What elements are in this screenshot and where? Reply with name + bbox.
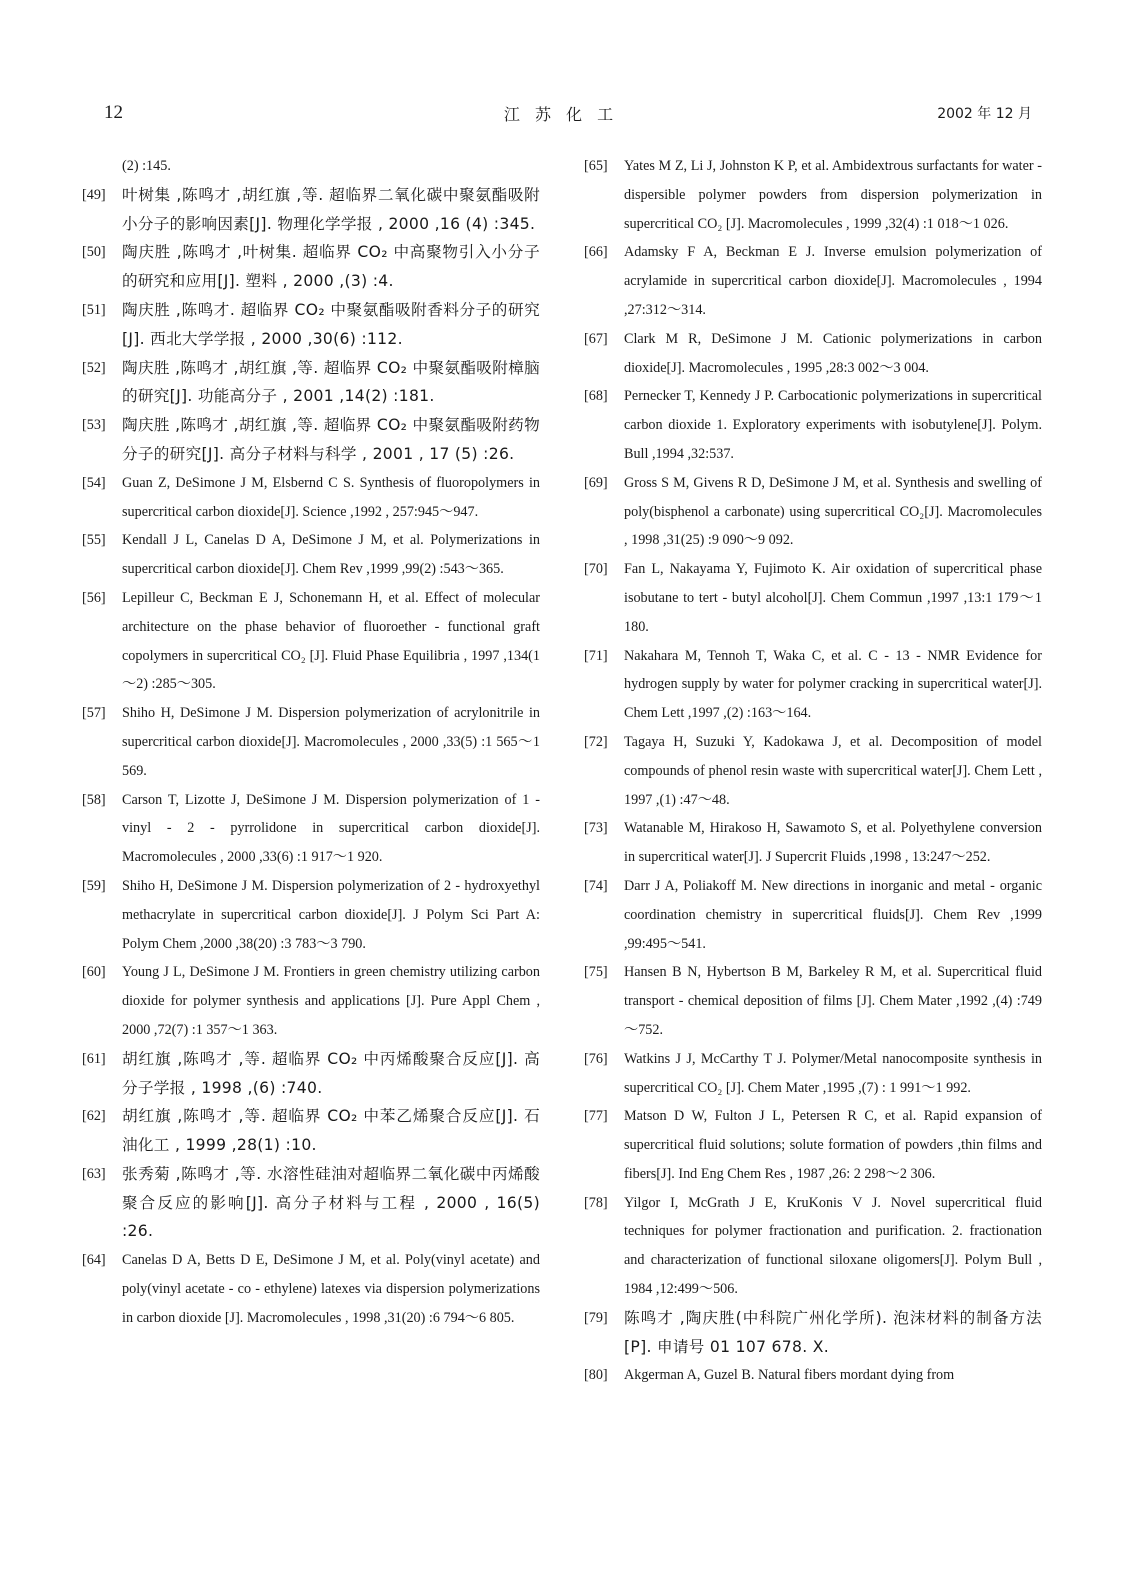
reference-text: Yates M Z, Li J, Johnston K P, et al. Ambidextrous surfactants for water - dispersible polymer powders from dispersion polymerization in supercritical CO₂ [J]. Macromolecules , 1999 ,32(4) :1 018～1 026.: [624, 158, 1042, 232]
reference-number: [62]: [82, 1108, 106, 1125]
journal-title: 江 苏 化 工: [503, 105, 619, 124]
reference-item: [584, 382, 1042, 468]
reference-text: Kendall J L, Canelas D A, DeSimone J M, et al. Polymerizations in supercritical carbon dioxide[J]. Chem Rev ,1999 ,99(2) :543～365.: [122, 532, 540, 578]
reference-number: [65]: [584, 158, 608, 174]
reference-text: Carson T, Lizotte J, DeSimone J M. Dispersion polymerization of 1 - vinyl - 2 - pyrrolidone in supercritical carbon dioxide[J]. Macromolecules , 2000 ,33(6) :1 917～1 920.: [122, 791, 540, 866]
issue-date: 2002 年 12 月: [937, 106, 1032, 122]
reference-text: Gross S M, Givens R D, DeSimone J M, et al. Synthesis and swelling of poly(bisphenol a carbonate) using supercritical CO₂[J]. Macromolecules , 1998 ,31(25) :9 090～9 092.: [624, 474, 1042, 549]
reference-text: Lepilleur C, Beckman E J, Schonemann H, et al. Effect of molecular architecture on the phase behavior of fluoroether - functional graft copolymers in supercritical CO₂ [J]. Fluid Phase Equilibria , 1997 ,134(1～2) :285～305.: [122, 589, 540, 693]
reference-item: [82, 354, 540, 412]
reference-number: [71]: [584, 647, 608, 664]
reference-item: [584, 1189, 1042, 1304]
reference-number: [57]: [82, 705, 106, 722]
reference-text: Clark M R, DeSimone J M. Cationic polymerizations in carbon dioxide[J]. Macromolecules , 1995 ,28:3 002～3 004.: [624, 330, 1042, 376]
reference-item: [82, 699, 540, 785]
reference-item: [82, 1246, 540, 1332]
reference-number: [74]: [584, 877, 608, 894]
reference-item: [82, 181, 540, 239]
reference-item: [82, 1045, 540, 1103]
reference-text: 胡红旗 ,陈鸣才 ,等. 超临界 CO₂ 中丙烯酸聚合反应[J]. 高分子学报 , 1998 ,(6) :740.: [122, 1049, 540, 1097]
reference-item: [584, 238, 1042, 324]
reference-text: 陶庆胜 ,陈鸣才 ,胡红旗 ,等. 超临界 CO₂ 中聚氨酯吸附樟脑的研究[J]. 功能高分子 , 2001 ,14(2) :181.: [122, 358, 540, 406]
reference-number: [76]: [584, 1050, 608, 1067]
reference-item: [82, 958, 540, 1044]
reference-number: [68]: [584, 388, 608, 405]
reference-item: [584, 555, 1042, 641]
reference-text: Matson D W, Fulton J L, Petersen R C, et al. Rapid expansion of supercritical fluid solutions; solute formation of powders ,thin films and fibers[J]. Ind Eng Chem Res , 1987 ,26: 2 298～2 306.: [624, 1108, 1042, 1182]
reference-text: 陶庆胜 ,陈鸣才 ,胡红旗 ,等. 超临界 CO₂ 中聚氨酯吸附药物分子的研究[J]. 高分子材料与科学 , 2001 , 17 (5) :26.: [122, 416, 540, 463]
reference-item: [584, 958, 1042, 1044]
reference-number: [58]: [82, 791, 106, 808]
left-reference-column: [82, 152, 540, 1333]
reference-item: [584, 1304, 1042, 1362]
reference-item: [584, 152, 1042, 238]
reference-item: [82, 1102, 540, 1160]
reference-text: Hansen B N, Hybertson B M, Barkeley R M, et al. Supercritical fluid transport - chemical deposition of films [J]. Chem Mater ,1992 ,(4) :749～752.: [624, 964, 1042, 1038]
reference-text: Canelas D A, Betts D E, DeSimone J M, et al. Poly(vinyl acetate) and poly(vinyl acetate - co - ethylene) latexes via dispersion polymerizations in carbon dioxide [J]. Macromolecules , 1998 ,31(20) :6 794～6 805.: [122, 1252, 540, 1326]
page-header: [0, 102, 1122, 126]
reference-number: [60]: [82, 964, 106, 981]
reference-item: [82, 872, 540, 958]
reference-number: [51]: [82, 301, 106, 318]
reference-text: 叶树集 ,陈鸣才 ,胡红旗 ,等. 超临界二氧化碳中聚氨酯吸附小分子的影响因素[J]. 物理化学学报 , 2000 ,16 (4) :345.: [122, 185, 540, 233]
reference-text: Guan Z, DeSimone J M, Elsbernd C S. Synthesis of fluoropolymers in supercritical carbon dioxide[J]. Science ,1992 , 257:945～947.: [122, 474, 540, 520]
reference-item: [584, 642, 1042, 728]
reference-text: 陶庆胜 ,陈鸣才. 超临界 CO₂ 中聚氨酯吸附香料分子的研究[J]. 西北大学学报 , 2000 ,30(6) :112.: [122, 300, 540, 348]
reference-text: Yilgor I, McGrath J E, KruKonis V J. Novel supercritical fluid techniques for polymer fractionation and purification. 2. fractionation and characterization of functional siloxane oligomers[J]. Polym Bull , 1984 ,12:499～506.: [624, 1194, 1042, 1298]
reference-number: [69]: [584, 474, 608, 491]
reference-item: [82, 526, 540, 584]
reference-item: [584, 728, 1042, 814]
reference-number: [72]: [584, 733, 608, 750]
reference-number: [79]: [584, 1309, 608, 1326]
reference-text: Watkins J J, McCarthy T J. Polymer/Metal nanocomposite synthesis in supercritical CO₂ [J]. Chem Mater ,1995 ,(7) : 1 991～1 992.: [624, 1050, 1042, 1096]
reference-number: [75]: [584, 964, 608, 981]
reference-text: Nakahara M, Tennoh T, Waka C, et al. C - 13 - NMR Evidence for hydrogen supply by water for polymer cracking in supercritical water[J]. Chem Lett ,1997 ,(2) :163～164.: [624, 647, 1042, 722]
reference-text: 胡红旗 ,陈鸣才 ,等. 超临界 CO₂ 中苯乙烯聚合反应[J]. 石油化工 , 1999 ,28(1) :10.: [122, 1107, 540, 1155]
reference-item: [82, 1160, 540, 1246]
reference-text: 张秀菊 ,陈鸣才 ,等. 水溶性硅油对超临界二氧化碳中丙烯酸聚合反应的影响[J]. 高分子材料与工程 , 2000 , 16(5) :26.: [122, 1164, 540, 1241]
reference-number: [59]: [82, 877, 106, 894]
reference-item: [82, 469, 540, 527]
reference-item: [82, 238, 540, 296]
reference-number: [61]: [82, 1050, 106, 1067]
reference-text: Young J L, DeSimone J M. Frontiers in green chemistry utilizing carbon dioxide for polymer synthesis and applications [J]. Pure Appl Chem , 2000 ,72(7) :1 357～1 363.: [122, 964, 540, 1038]
reference-item: [82, 411, 540, 469]
reference-number: [56]: [82, 589, 106, 606]
reference-number: [55]: [82, 532, 106, 549]
reference-item: [584, 1361, 1042, 1390]
reference-number: [77]: [584, 1108, 608, 1125]
reference-text: Shiho H, DeSimone J M. Dispersion polymerization of 2 - hydroxyethyl methacrylate in supercritical carbon dioxide[J]. J Polym Sci Part A: Polym Chem ,2000 ,38(20) :3 783～3 790.: [122, 877, 540, 952]
page-number: 12: [104, 102, 123, 123]
reference-number: [67]: [584, 330, 608, 347]
reference-text: Tagaya H, Suzuki Y, Kadokawa J, et al. Decomposition of model compounds of phenol resin waste with supercritical water[J]. Chem Lett , 1997 ,(1) :47～48.: [624, 733, 1042, 808]
reference-text: Pernecker T, Kennedy J P. Carbocationic polymerizations in supercritical carbon dioxide 1. Exploratory experiments with isobutylene[J]. Polym. Bull ,1994 ,32:537.: [624, 388, 1042, 462]
reference-number: [78]: [584, 1194, 608, 1211]
reference-item: [584, 1102, 1042, 1188]
reference-text: Shiho H, DeSimone J M. Dispersion polymerization of acrylonitrile in supercritical carbon dioxide[J]. Macromolecules , 2000 ,33(5) :1 565～1 569.: [122, 705, 540, 779]
reference-number: [73]: [584, 820, 608, 837]
reference-item: [584, 469, 1042, 555]
reference-number: [52]: [82, 359, 106, 376]
reference-item: [584, 325, 1042, 383]
reference-number: [50]: [82, 244, 106, 261]
reference-text: Adamsky F A, Beckman E J. Inverse emulsion polymerization of acrylamide in supercritical carbon dioxide[J]. Macromolecules , 1994 ,27:312～314.: [624, 244, 1042, 318]
reference-text: 陶庆胜 ,陈鸣才 ,叶树集. 超临界 CO₂ 中高聚物引入小分子的研究和应用[J]. 塑料 , 2000 ,(3) :4.: [122, 243, 540, 291]
reference-number: [70]: [584, 561, 608, 578]
reference-text: 陈鸣才 ,陶庆胜(中科院广州化学所). 泡沫材料的制备方法[P]. 申请号 01 107 678. X.: [624, 1308, 1042, 1356]
reference-number: [64]: [82, 1252, 106, 1269]
reference-item: [82, 786, 540, 872]
reference-number: [53]: [82, 417, 106, 434]
reference-item: [584, 1045, 1042, 1103]
reference-number: [63]: [82, 1165, 106, 1182]
reference-item: [82, 584, 540, 699]
reference-item: [82, 296, 540, 354]
reference-text: Akgerman A, Guzel B. Natural fibers mordant dying from: [624, 1367, 955, 1384]
reference-text: Darr J A, Poliakoff M. New directions in inorganic and metal - organic coordination chemistry in supercritical fluids[J]. Chem Rev ,1999 ,99:495～541.: [624, 877, 1042, 952]
reference-text: Watanable M, Hirakoso H, Sawamoto S, et al. Polyethylene conversion in supercritical water[J]. J Supercrit Fluids ,1998 , 13:247～252.: [624, 820, 1042, 866]
reference-number: [54]: [82, 474, 106, 491]
reference-number: [66]: [584, 244, 608, 261]
right-reference-column: [584, 152, 1042, 1390]
reference-item: [584, 814, 1042, 872]
reference-number: [80]: [584, 1367, 608, 1384]
reference-number: [49]: [82, 186, 106, 203]
reference-text: Fan L, Nakayama Y, Fujimoto K. Air oxidation of supercritical phase isobutane to tert - butyl alcohol[J]. Chem Commun ,1997 ,13:1 179～1 180.: [624, 561, 1042, 635]
reference-item: [584, 872, 1042, 958]
reference-continuation: (2) :145.: [122, 158, 171, 174]
